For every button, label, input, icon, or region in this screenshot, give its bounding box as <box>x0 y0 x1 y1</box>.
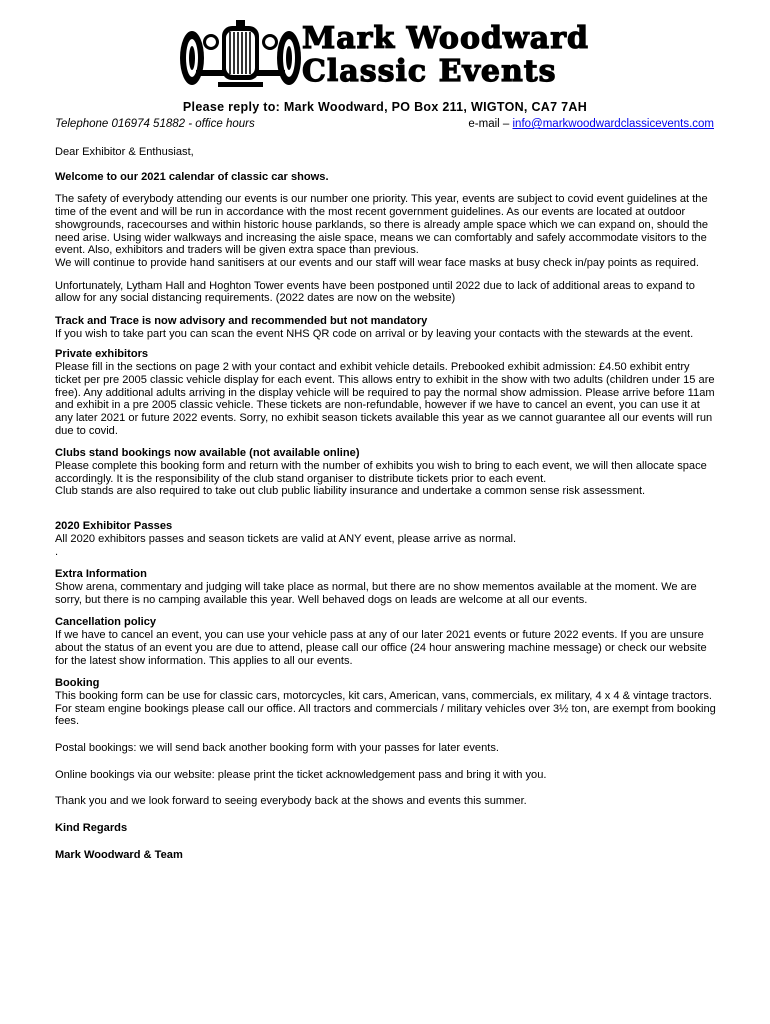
signoff <box>55 849 717 862</box>
track-heading: Track and Trace is now advisory and recommended but not mandatory <box>55 315 428 328</box>
private-heading: Private exhibitors <box>55 348 149 361</box>
online-paragraph: Online bookings via our website: please print the ticket acknowledgement pass and bring it with you. <box>55 768 547 781</box>
postponed-paragraph: Unfortunately, Lytham Hall and Hoghton Tower events have been postponed until 2022 due to lack of additional areas to expand to allow for any social distancing requirements. (2022 dates are now on the website) <box>55 279 695 305</box>
private-text: Please fill in the sections on page 2 with your contact and exhibit vehicle details. Prebooked exhibit admission: £4.50 exhibit entry ticket per pre 2005 classic vehicle display for each event. This allows entry to exhibit in the show with two adults (children under 15 are free). Any additional adults arriving in the display vehicle will be required to pay the normal show admission. Please arrive before 11am and exhibit in a pre 2005 classic vehicle. These tickets are non-refundable, however if we have to cancel an event, you can use it at any later 2021 or future 2022 events. Sorry, no exhibit season tickets available this year as we cannot guarantee all our events will run due to covid. <box>55 361 715 437</box>
welcome-text: Welcome to our 2021 calendar of classic car shows. <box>55 170 329 183</box>
extra-section <box>55 568 717 606</box>
extra-text: Show arena, commentary and judging will take place as normal, but there are no show mementos available at the moment. We are sorry, but there is no camping available this year. Well behaved dogs on leads are welcome at all our events. <box>55 580 697 606</box>
email-prefix: e-mail – <box>468 118 513 130</box>
signoff-text: Mark Woodward & Team <box>55 848 183 861</box>
clubs-heading: Clubs stand bookings now available (not available online) <box>55 447 360 460</box>
track-text: If you wish to take part you can scan the event NHS QR code on arrival or by leaving your contacts with the stewards at the event. <box>55 327 694 340</box>
passes-dot: . <box>55 545 59 558</box>
clubs-section <box>55 447 717 498</box>
booking-heading: Booking <box>55 677 100 690</box>
safety-text: The safety of everybody attending our events is our number one priority. This year, events are subject to covid event guidelines at the time of the event and will be run in accordance with the most recent government guidelines. As our events are located at outdoor showgrounds, racecourses and within historic house parklands, so there is already ample space which we can expand on, should the need arise. Using wider walkways and increasing the aisle space, means we can comfortably and safely accommodate visitors to the event. Also, exhibitors and traders will be given extra space than previous. <box>55 193 709 257</box>
logo-text <box>302 22 589 88</box>
clubs-text-2: Club stands are also required to take out club public liability insurance and undertake a common sense risk assessment. <box>55 485 646 498</box>
passes-section <box>55 520 717 558</box>
regards <box>55 822 717 835</box>
greeting: Dear Exhibitor & Enthusiast, <box>55 146 194 158</box>
vintage-car-front-icon <box>178 18 303 94</box>
passes-heading: 2020 Exhibitor Passes <box>55 520 173 533</box>
cancel-text: If we have to cancel an event, you can use your vehicle pass at any of our later 2021 events or future 2022 events. If you are unsure about the status of an event you are due to attend, please call our office (24 hour answering machine message) or check our website for the latest show information. This applies to all our events. <box>55 629 707 667</box>
postal-paragraph: Postal bookings: we will send back another booking form with your passes for later events. <box>55 742 499 755</box>
sanitisers-text: We will continue to provide hand sanitisers at our events and our staff will wear face masks at busy check in/pay points as required. <box>55 256 699 269</box>
email-link[interactable]: info@markwoodwardclassicevents.com <box>512 118 714 130</box>
welcome-heading <box>55 171 717 184</box>
cancel-section <box>55 616 717 667</box>
track-section <box>55 315 717 340</box>
safety-paragraph <box>55 193 717 269</box>
reply-address: Please reply to: Mark Woodward, PO Box 211, WIGTON, CA7 7AH <box>182 100 588 114</box>
email-line <box>468 118 714 130</box>
passes-text: All 2020 exhibitors passes and season tickets are valid at ANY event, please arrive as normal. <box>55 532 517 545</box>
letter-body <box>55 146 717 870</box>
company-logo <box>178 18 598 94</box>
extra-heading: Extra Information <box>55 568 147 581</box>
cancel-heading: Cancellation policy <box>55 616 157 629</box>
logo-line-2: Classic Events <box>302 54 557 89</box>
regards-text: Kind Regards <box>55 822 128 835</box>
private-section <box>55 348 717 437</box>
booking-text: This booking form can be use for classic cars, motorcycles, kit cars, American, vans, commercials, ex military, 4 x 4 & vintage tractors. For steam engine bookings please call our office. All tractors and commercials / military vehicles over 3½ ton, are exempt from booking fees. <box>55 689 716 728</box>
thanks-paragraph: Thank you and we look forward to seeing everybody back at the shows and events this summer. <box>55 795 527 808</box>
clubs-text-1: Please complete this booking form and return with the number of exhibits you wish to bring to each event, we will then allocate space accordingly. It is the responsibility of the club stand organiser to distribute tickets prior to each event. <box>55 460 707 485</box>
telephone-line: Telephone 016974 51882 - office hours <box>55 118 255 130</box>
booking-section <box>55 677 717 728</box>
logo-line-1: Mark Woodward <box>302 21 589 56</box>
